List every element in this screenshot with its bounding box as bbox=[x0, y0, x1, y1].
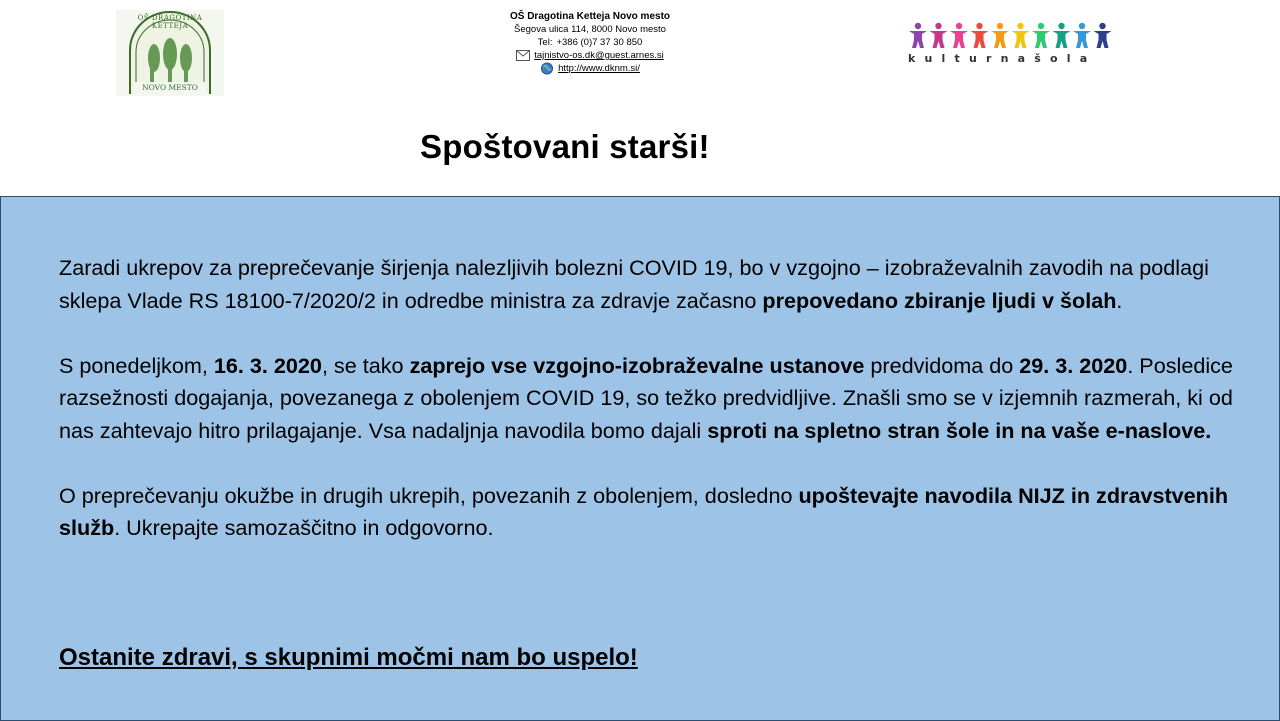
school-phone bbox=[470, 36, 710, 49]
bold-segment: 29. 3. 2020 bbox=[1019, 352, 1128, 378]
text-segment: S ponedeljkom, bbox=[59, 352, 214, 378]
school-name: OŠ Dragotina Ketteja Novo mesto bbox=[509, 11, 671, 22]
closing-message: Ostanite zdravi, s skupnimi močmi nam bo uspelo! bbox=[59, 644, 638, 671]
bold-segment: sproti na spletno stran šole in na vaše e-naslove. bbox=[707, 417, 1212, 443]
paragraph-closure-reason bbox=[59, 252, 1249, 317]
envelope-icon bbox=[516, 50, 530, 61]
phone-label: Tel: bbox=[537, 37, 553, 48]
kulturna-sola-logo bbox=[908, 22, 1126, 68]
school-logo-top-text: OŠ DRAGOTINA KETTEJA bbox=[137, 14, 203, 30]
school-website-row bbox=[470, 62, 710, 75]
school-logo bbox=[116, 10, 224, 96]
school-address: Šegova ulica 114, 8000 Novo mesto bbox=[514, 24, 666, 35]
school-email-link[interactable]: tajnistvo-os.dk@guest.arnes.si bbox=[534, 50, 664, 61]
kulturna-sola-wordmark: kulturnašola bbox=[908, 52, 1097, 65]
text-segment: predvidoma do bbox=[864, 352, 1020, 378]
page-heading: Spoštovani starši! bbox=[420, 128, 710, 165]
text-segment: . bbox=[1116, 287, 1123, 313]
text-segment: . Ukrepajte samozaščitno in odgovorno. bbox=[114, 515, 494, 540]
phone-number: +386 (0)7 37 30 850 bbox=[556, 37, 643, 48]
bold-segment: prepovedano zbiranje ljudi v šolah bbox=[762, 287, 1117, 313]
school-email-row bbox=[470, 49, 710, 62]
school-logo-bottom-text: NOVO MESTO bbox=[142, 83, 198, 92]
text-segment: , se tako bbox=[321, 352, 410, 378]
globe-icon bbox=[540, 62, 554, 75]
paragraph-closure-dates bbox=[59, 350, 1249, 448]
bold-segment: upoštevajte navodila NIJZ in zdravstvenih služb bbox=[59, 482, 1229, 540]
notice-body bbox=[59, 252, 1249, 545]
text-segment: O preprečevanju okužbe in drugih ukrepih, povezanih z obolenjem, dosledno bbox=[59, 482, 799, 508]
school-contact-header bbox=[470, 10, 710, 75]
bold-segment: 16. 3. 2020 bbox=[213, 352, 322, 378]
paper-people-chain-icon bbox=[908, 22, 1126, 50]
paragraph-prevention bbox=[59, 480, 1249, 545]
text-segment: . Posledice razsežnosti dogajanja, povezanega z obolenjem COVID 19, so težko predvidljive. Znašli smo se v izjemnih razmerah, ki od nas zahtevajo hitro prilagajanje. Vsa nadaljnja navodila bomo dajali bbox=[59, 352, 1233, 443]
school-website-link[interactable]: http://www.dknm.si/ bbox=[558, 63, 640, 74]
text-segment: Zaradi ukrepov za preprečevanje širjenja nalezljivih bolezni COVID 19, bo v vzgojno – izobraževalnih zavodih na podlagi sklepa Vlade RS 18100-7/2020/2 in odredbe ministra za zdravje začasno bbox=[59, 255, 1209, 313]
bold-segment: zaprejo vse vzgojno-izobraževalne ustanove bbox=[409, 352, 865, 378]
